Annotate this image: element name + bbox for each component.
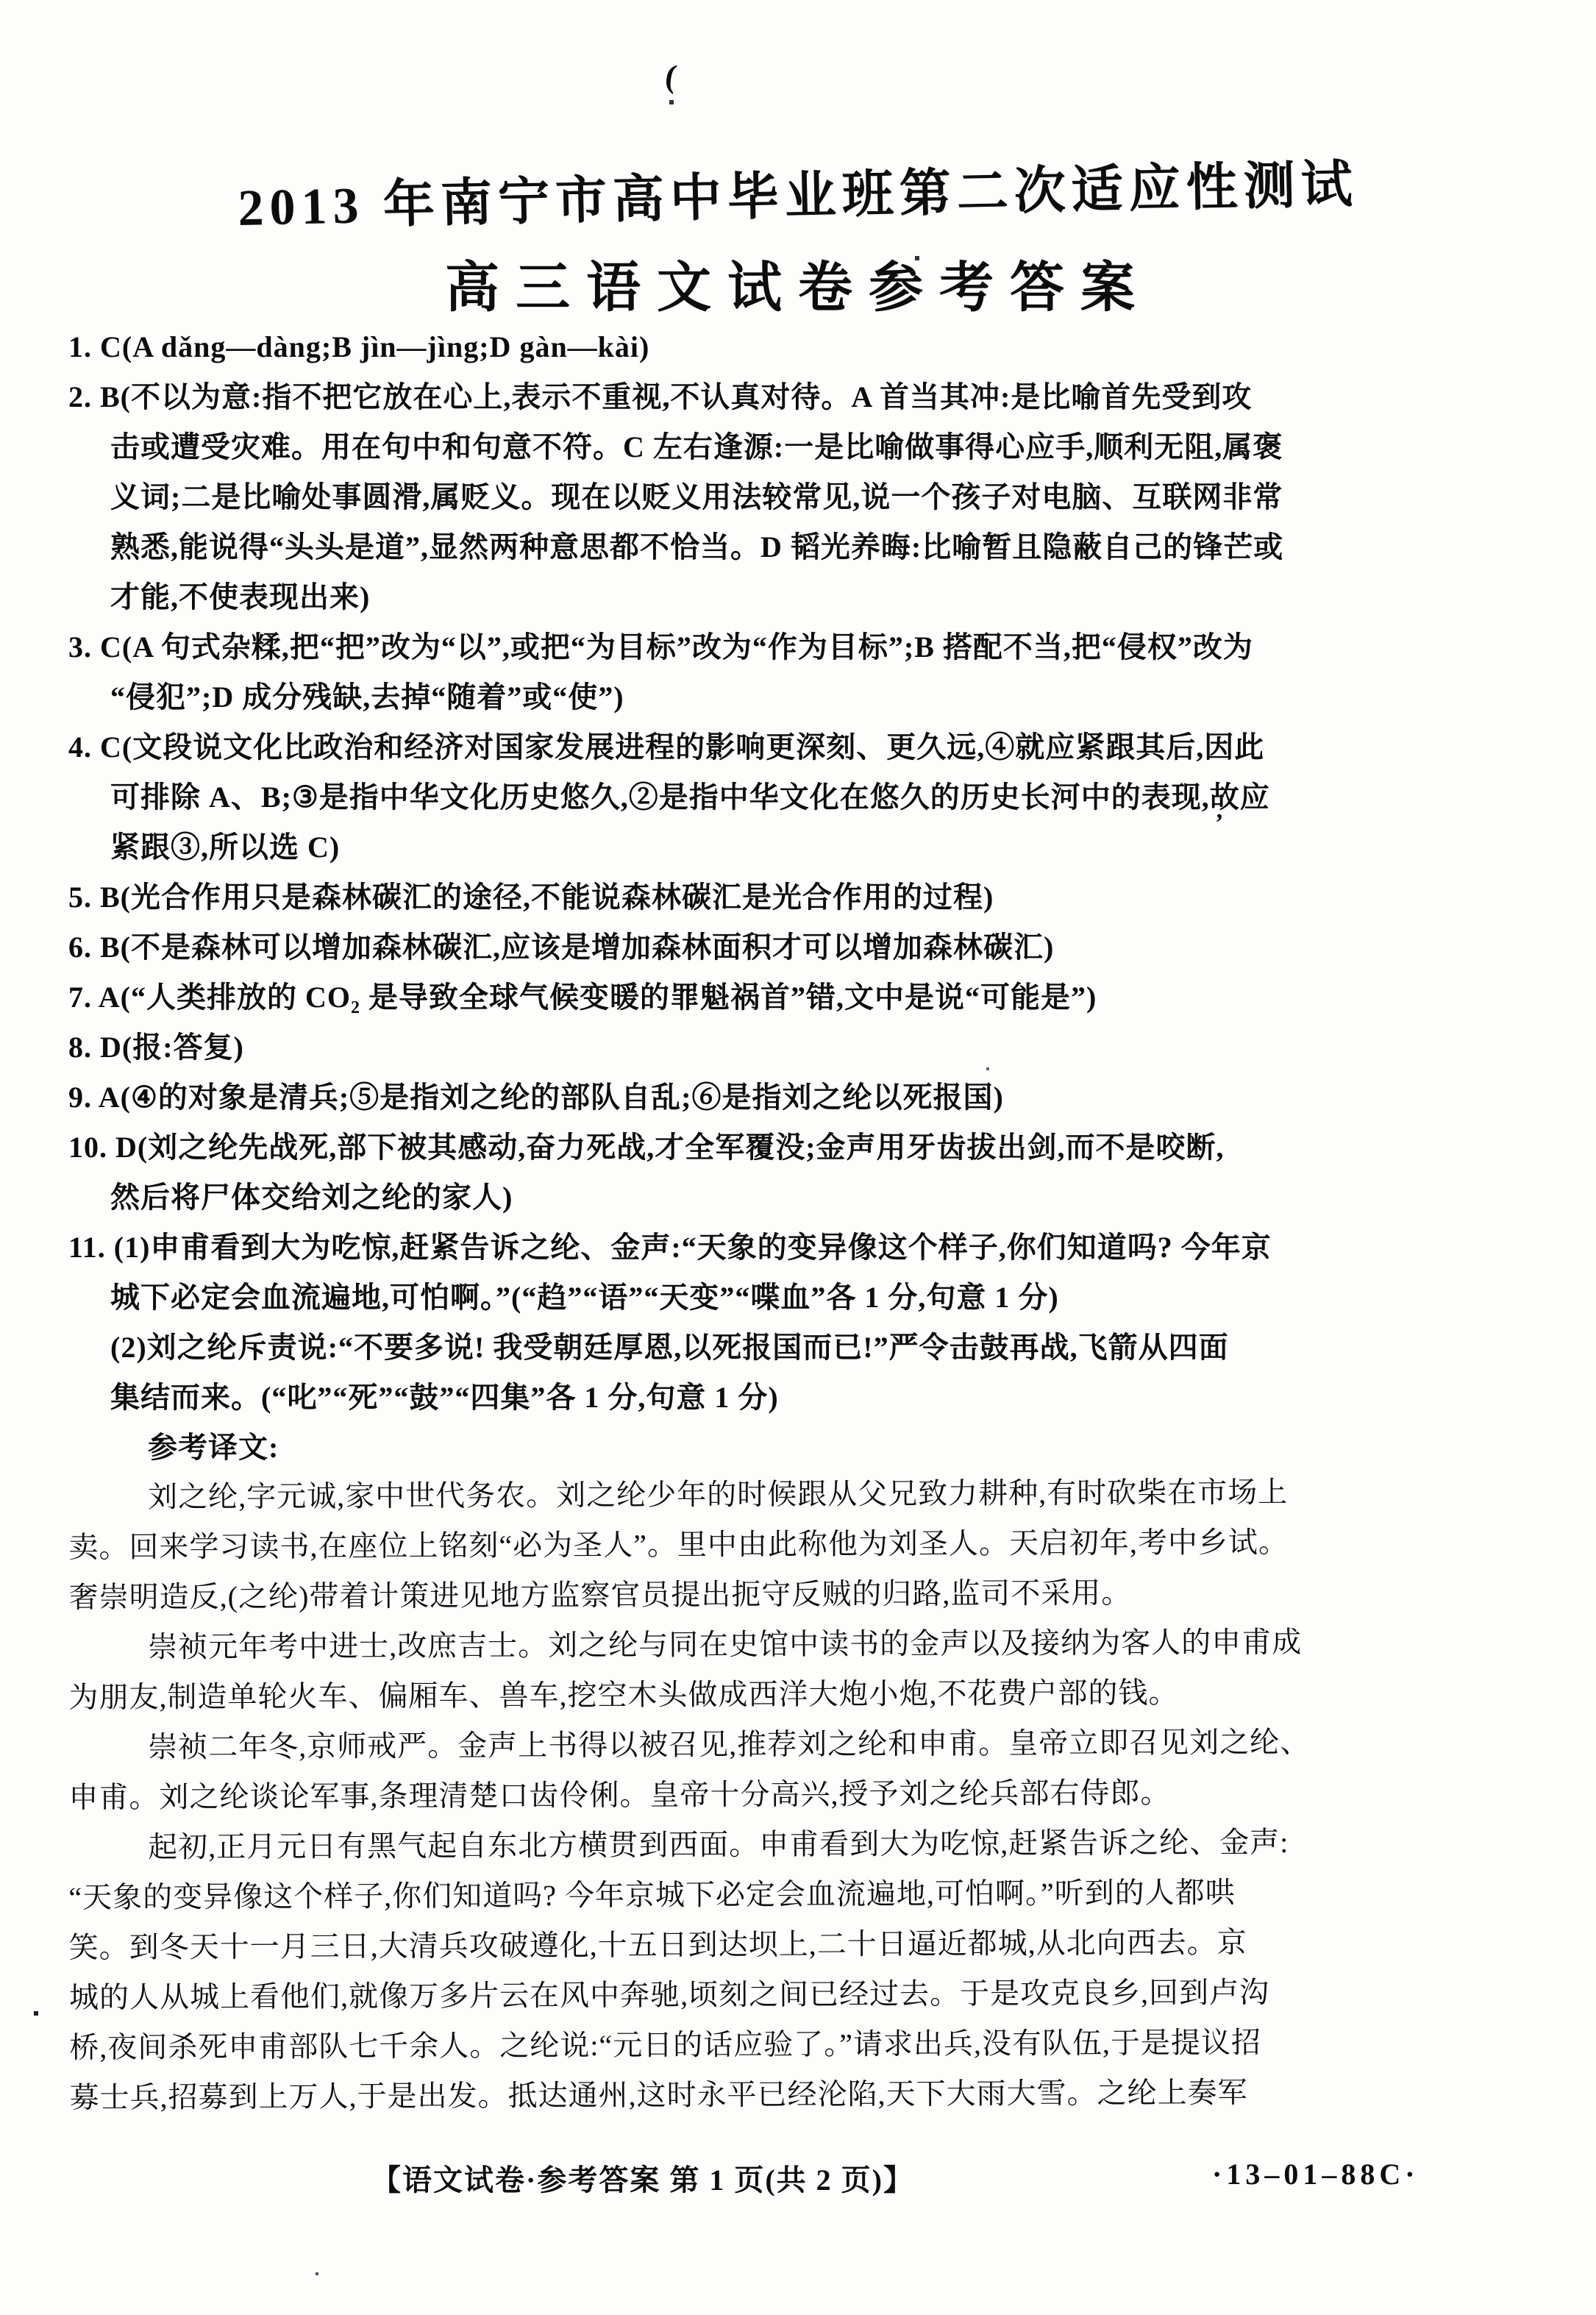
text-line: 9. A(④的对象是清兵;⑤是指刘之纶的部队自乱;⑥是指刘之纶以死报国) [68,1081,1004,1114]
text-line: 笑。到冬天十一月三日,大清兵攻破遵化,十五日到达坝上,二十日逼近都城,从北向西去。京 [68,1926,1247,1964]
text-line: (2)刘之纶斥责说:“不要多说! 我受朝廷厚恩,以死报国而已!”严令击鼓再战,飞箭从四面 [110,1331,1229,1364]
text-line: 10. D(刘之纶先战死,部下被其感动,奋力死战,才全军覆没;金声用牙齿拔出剑,而不是咬断, [68,1131,1225,1164]
text-line: 刘之纶,字元诚,家中世代务农。刘之纶少年的时候跟从父兄致力耕种,有时砍柴在市场上 [148,1475,1289,1514]
page-title-line1: 2013 年南宁市高中毕业班第二次适应性测试 [237,157,1359,237]
scan-noise-specks [0,0,1,1]
text-line: 熟悉,能说得“头头是道”,显然两种意思都不恰当。D 韬光养晦:比喻暂且隐蔽自己的锋芒或 [110,530,1284,563]
text-line: 申甫。刘之纶谈论军事,条理清楚口齿伶俐。皇帝十分高兴,授予刘之纶兵部右侍郎。 [68,1776,1171,1814]
answer-item [68,872,1532,922]
text-line: 奢崇明造反,(之纶)带着计策进见地方监察官员提出扼守反贼的归路,监司不采用。 [68,1576,1132,1614]
text-line: 起初,正月元日有黑气起自东北方横贯到西面。申甫看到大为吃惊,赶紧告诉之纶、金声: [148,1825,1289,1864]
text-line: 3. C(A 句式杂糅,把“把”改为“以”,或把“为目标”改为“作为目标”;B 搭配不当,把“侵权”改为 [68,630,1253,664]
page-title-line2: 高三语文试卷参考答案 [445,258,1151,319]
page-footer [0,2157,1596,2201]
text-line: 6. B(不是森林可以增加森林碳汇,应该是增加森林面积才可以增加森林碳汇) [68,931,1055,964]
text-line: 1. C(A dǎng—dàng;B jìn—jìng;D gàn—kài) [68,330,650,363]
text-line: 5. B(光合作用只是森林碳汇的途径,不能说森林碳汇是光合作用的过程) [68,881,994,914]
footer-page-label: 【语文试卷·参考答案 第 1 页(共 2 页)】 [371,2163,914,2197]
text-line: 可排除 A、B;③是指中华文化历史悠久,②是指中华文化在悠久的历史长河中的表现,故应 [110,780,1270,814]
text-line: 紧跟③,所以选 C) [110,831,341,864]
answer-item [68,722,1532,872]
answer-item [68,372,1532,622]
text-line: 募士兵,招募到上万人,于是出发。抵达通州,这时永平已经沦陷,天下大雨大雪。之纶上奏军 [69,2076,1248,2114]
answer-item [68,1223,1532,1423]
text-line: 4. C(文段说文化比政治和经济对国家发展进程的影响更深刻、更久远,④就应紧跟其后,因此 [68,730,1265,764]
text-line: 桥,夜间杀死申甫部队七千余人。之纶说:“元日的话应验了。”请求出兵,没有队伍,于是提议招 [69,2025,1262,2064]
text-line: 集结而来。(“叱”“死”“鼓”“四集”各 1 分,句意 1 分) [110,1381,779,1414]
text-line: 崇祯元年考中进士,改庶吉士。刘之纶与同在史馆中读书的金声以及接纳为客人的申甫成 [148,1625,1303,1664]
translation-paragraph [68,1816,1533,2123]
text-line: 卖。回来学习读书,在座位上铭刻“必为圣人”。里中由此称他为刘圣人。天启初年,考中乡试。 [68,1525,1289,1564]
answer-item [68,972,1532,1023]
scan-artifact-mark: ( [663,57,679,95]
text-line: 8. D(报:答复) [68,1031,244,1064]
text-line: 11. (1)申甫看到大为吃惊,赶紧告诉之纶、金声:“天象的变异像这个样子,你们知道吗? 今年京 [68,1231,1272,1264]
translation-label [68,1423,1532,1473]
text-line: 才能,不使表现出来) [110,580,371,614]
translation-paragraph [68,1616,1533,1723]
text-line: 为朋友,制造单轮火车、偏厢车、兽车,挖空木头做成西洋大炮小炮,不花费户部的钱。 [68,1676,1179,1714]
text-line: 2. B(不以为意:指不把它放在心上,表示不重视,不认真对待。A 首当其冲:是比喻首先受到攻 [68,380,1253,413]
text-line: 城的人从城上看他们,就像万多片云在风中奔驰,顷刻之间已经过去。于是攻克良乡,回到卢沟 [68,1975,1270,2014]
translation-paragraph [68,1716,1533,1823]
text-line: “天象的变异像这个样子,你们知道吗? 今年京城下必定会血流遍地,可怕啊。”听到的人都哄 [68,1876,1236,1914]
scan-artifact-tick: ’ [1215,809,1224,836]
answer-item [68,622,1532,722]
text-line: 崇祯二年冬,京师戒严。金声上书得以被召见,推荐刘之纶和申甫。皇帝立即召见刘之纶、 [148,1725,1311,1764]
translation-paragraph [68,1466,1533,1623]
answer-item [68,922,1532,972]
answer-item [68,322,1532,372]
text-line: 然后将尸体交给刘之纶的家人) [110,1181,513,1214]
text-line: 义词;二是比喻处事圆滑,属贬义。现在以贬义用法较常见,说一个孩子对电脑、互联网非常 [110,480,1283,513]
answer-body [68,322,1532,2123]
answer-item [68,1123,1532,1223]
answer-item [68,1023,1532,1073]
text-line: 击或遭受灾难。用在句中和句意不符。C 左右逢源:一是比喻做事得心应手,顺利无阻,属褒 [110,430,1283,463]
text-line: “侵犯”;D 成分残缺,去掉“随着”或“使”) [110,680,624,714]
answer-item [68,1073,1532,1123]
text-line: 城下必定会血流遍地,可怕啊。”(“趋”“语”“天变”“喋血”各 1 分,句意 1 分) [110,1281,1059,1314]
text-line: 参考译文: [148,1431,279,1464]
text-line: 7. A(“人类排放的 CO₂ 是导致全球气候变暖的罪魁祸首”错,文中是说“可能是”) [68,981,1097,1014]
footer-paper-code: ·13–01–88C· [1212,2158,1419,2191]
